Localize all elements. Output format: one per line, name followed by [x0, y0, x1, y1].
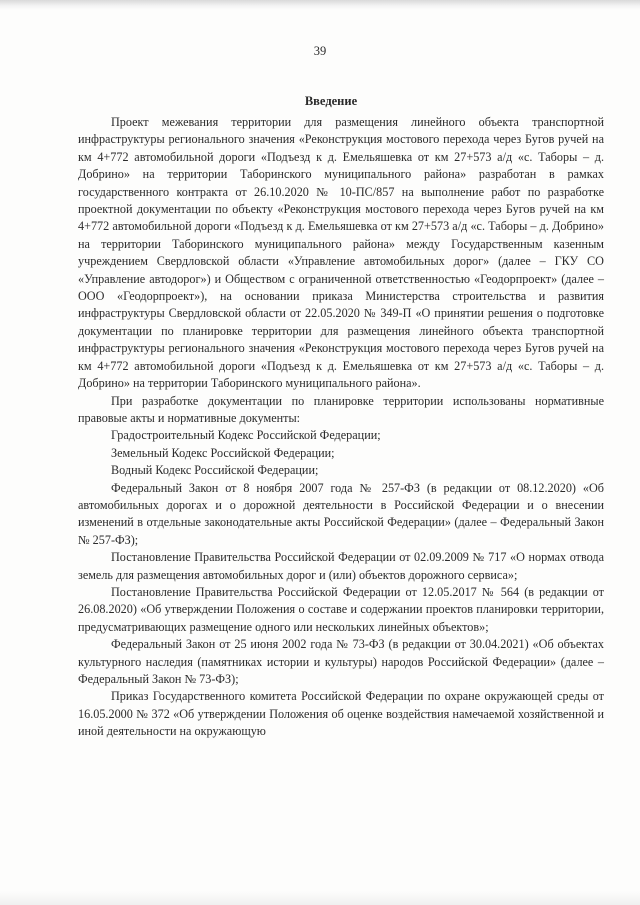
- scan-top-edge: [0, 0, 640, 10]
- list-item-order-372: Приказ Государственного комитета Российской Федерации по охране окружающей среды от 16.05.2000 № 372 «Об утверждении Положения об оценке воздействия намечаемой хозяйственной и иной деятельности на окружающую: [78, 689, 604, 739]
- list-item-pp-717: Постановление Правительства Российской Федерации от 02.09.2009 № 717 «О нормах отвода земель для размещения автомобильных дорог и (или) объектов дорожного сервиса»;: [78, 550, 604, 582]
- body-text: [78, 114, 604, 741]
- paragraph-sources: При разработке документации по планировке территории использованы нормативные правовые акты и нормативные документы:: [78, 393, 604, 425]
- section-heading: Введение: [304, 94, 358, 108]
- scan-bottom-edge: [0, 891, 640, 905]
- list-item-fz-73: Федеральный Закон от 25 июня 2002 года № 73-ФЗ (в редакции от 30.04.2021) «Об объектах культурного наследия (памятниках истории и культуры) народов Российской Федерации» (далее – Федеральный Закон № 73-ФЗ);: [78, 637, 604, 686]
- paragraph-intro: Проект межевания территории для размещения линейного объекта транспортной инфраструктуры регионального значения «Реконструкция мостового перехода через Бугов ручей на км 4+772 автомобильной дороги «Подъезд к д. Емельяшевка от км 27+573 а/д «с. Таборы – д. Добрино» на территории Таборинского муниципального района» разработан в рамках государственного контракта от 26.10.2020 № 10-ПС/857 на выполнение работ по разработке проектной документации по объекту «Реконструкция мостового перехода через Бугов ручей на км 4+772 автомобильной дороги «Подъезд к д. Емельяшевка от км 27+573 а/д «с. Таборы – д. Добрино» на территории Таборинского муниципального района» между Государственным казенным учреждением Свердловской области «Управление автомобильных дорог» (далее – ГКУ СО «Управление автодорог») и Обществом с ограниченной ответственностью «Геодорпроект» (далее – ООО «Геодорпроект»), на основании приказа Министерства строительства и развития инфраструктуры Свердловской области от 22.05.2020 № 349-П «О принятии решения о подготовке документации по планировке территории для размещения линейного объекта транспортной инфраструктуры регионального значения «Реконструкция мостового перехода через Бугов ручей на км 4+772 автомобильной дороги «Подъезд к д. Емельяшевка от км 27+573 а/д «с. Таборы – д. Добрино» на территории Таборинского муниципального района».: [78, 115, 604, 391]
- list-item-fz-257: Федеральный Закон от 8 ноября 2007 года № 257-ФЗ (в редакции от 08.12.2020) «Об автомобильных дорогах и о дорожной деятельности в Российской Федерации и о внесении изменений в отдельные законодательные акты Российской Федерации» (далее – Федеральный Закон № 257-ФЗ);: [78, 480, 604, 547]
- list-item-pp-564: Постановление Правительства Российской Федерации от 12.05.2017 № 564 (в редакции от 26.08.2020) «Об утверждении Положения о составе и содержании проектов планировки территории, предусматривающих размещение одного или нескольких линейных объектов»;: [78, 584, 604, 634]
- list-item-watercode: Водный Кодекс Российской Федерации;: [111, 463, 319, 478]
- list-item-landcode: Земельный Кодекс Российской Федерации;: [111, 445, 335, 460]
- page-number: 39: [313, 44, 327, 58]
- list-item-gradcode: Градостроительный Кодекс Российской Федерации;: [111, 428, 381, 443]
